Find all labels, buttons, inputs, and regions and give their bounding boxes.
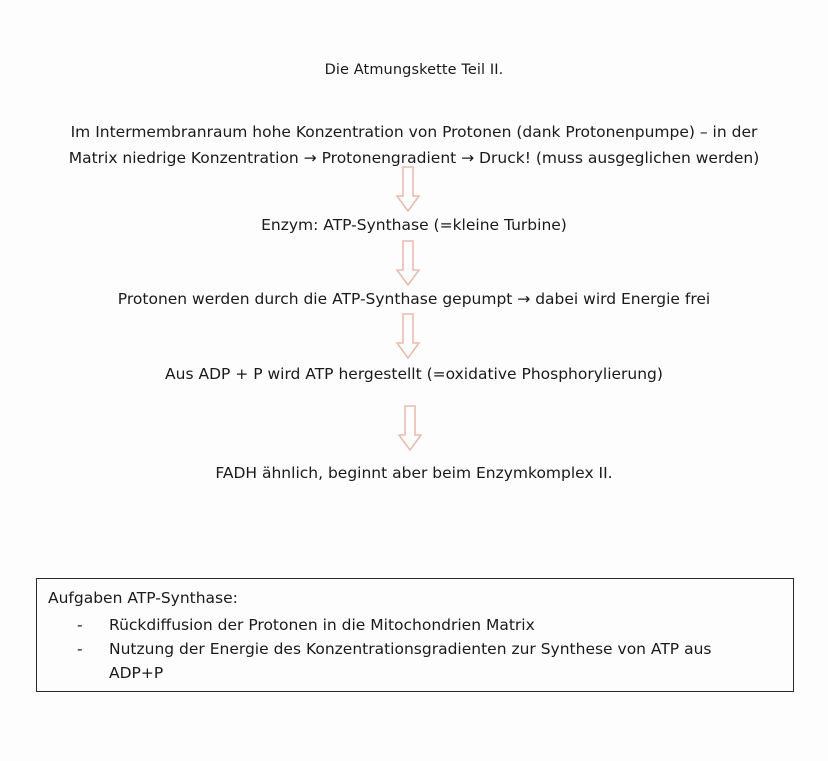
down-arrow-icon <box>396 313 420 359</box>
tasks-list <box>37 613 793 685</box>
tasks-box-title: Aufgaben ATP-Synthase: <box>48 589 238 607</box>
down-arrow-icon <box>396 166 420 212</box>
list-item <box>37 613 749 637</box>
list-item-text: Nutzung der Energie des Konzentrationsgradienten zur Synthese von ATP aus ADP+P <box>109 640 712 682</box>
intro-line-1: Im Intermembranraum hohe Konzentration von Protonen (dank Protonenpumpe) – in der <box>70 123 758 141</box>
step-fadh: FADH ähnlich, beginnt aber beim Enzymkomplex II. <box>215 464 613 482</box>
step-atp-production: Aus ADP + P wird ATP hergestellt (=oxidative Phosphorylierung) <box>165 365 663 383</box>
intro-paragraph <box>0 119 828 171</box>
list-item-text: Rückdiffusion der Protonen in die Mitochondrien Matrix <box>109 616 535 634</box>
tasks-box <box>36 578 794 692</box>
intro-line-2: Matrix niedrige Konzentration → Protonengradient → Druck! (muss ausgeglichen werden) <box>68 149 760 167</box>
down-arrow-icon <box>396 240 420 286</box>
step-protons-pumped: Protonen werden durch die ATP-Synthase gepumpt → dabei wird Energie frei <box>117 290 711 308</box>
list-bullet: - <box>77 616 83 634</box>
down-arrow-icon <box>398 405 422 451</box>
list-bullet: - <box>77 640 83 658</box>
list-item <box>37 637 749 685</box>
page-title: Die Atmungskette Teil II. <box>324 62 504 78</box>
step-enzyme: Enzym: ATP-Synthase (=kleine Turbine) <box>261 216 567 234</box>
